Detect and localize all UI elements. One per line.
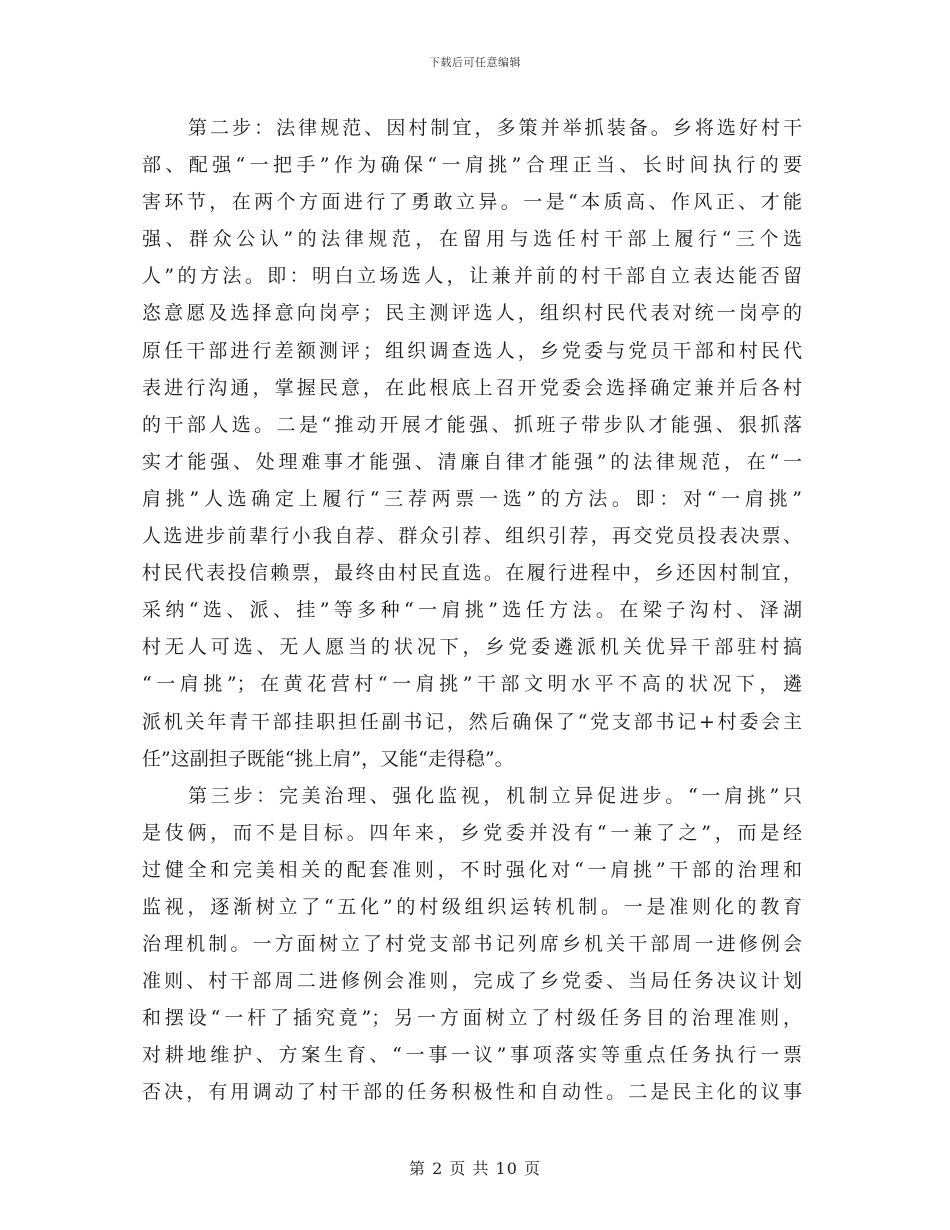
document-body bbox=[142, 110, 802, 1112]
body-line: 的干部人选。二是“推动开展才能强、抓班子带步队才能强、狠抓落 bbox=[142, 413, 802, 436]
body-line: 派机关年青干部挂职担任副书记，然后确保了“党支部书记+村委会主 bbox=[142, 710, 802, 733]
body-line: 人选进步前辈行小我自荐、群众引荐、组织引荐，再交党员投表决票、 bbox=[142, 525, 802, 548]
body-line: 原任干部进行差额测评；组织调查选人，乡党委与党员干部和村民代 bbox=[142, 339, 802, 362]
body-line: 第三步：完美治理、强化监视，机制立异促进步。“一肩挑”只 bbox=[188, 784, 802, 807]
body-line: 村无人可选、无人愿当的状况下，乡党委遴派机关优异干部驻村搞 bbox=[142, 636, 802, 659]
body-line: 准则、村干部周二进修例会准则，完成了乡党委、当局任务决议计划 bbox=[142, 970, 802, 993]
page-header: 下载后可任意编辑 bbox=[429, 56, 521, 69]
body-line: “一肩挑”；在黄花营村“一肩挑”干部文明水平不高的状况下，遴 bbox=[142, 673, 802, 696]
body-line: 表进行沟通，掌握民意，在此根底上召开党委会选择确定兼并后各村 bbox=[142, 376, 802, 399]
body-line: 对耕地维护、方案生育、“一事一议”事项落实等重点任务执行一票 bbox=[142, 1044, 802, 1067]
body-line: 和摆设“一杆了插究竟”；另一方面树立了村级任务目的治理准则， bbox=[142, 1007, 802, 1030]
body-line: 第二步：法律规范、因村制宜，多策并举抓装备。乡将选好村干 bbox=[188, 117, 802, 139]
body-line: 否决，有用调动了村干部的任务积极性和自动性。二是民主化的议事 bbox=[142, 1081, 802, 1104]
body-line: 强、群众公认”的法律规范，在留用与选任村干部上履行“三个选 bbox=[142, 228, 802, 251]
body-line: 监视，逐渐树立了“五化”的村级组织运转机制。一是准则化的教育 bbox=[142, 895, 802, 918]
body-line: 害环节，在两个方面进行了勇敢立异。一是“本质高、作风正、才能 bbox=[142, 191, 802, 214]
body-line: 恣意愿及选择意向岗亭；民主测评选人，组织村民代表对统一岗亭的 bbox=[142, 302, 802, 325]
body-line: 任”这副担子既能“挑上肩”，又能“走得稳”。 bbox=[142, 747, 514, 770]
body-line: 是伎俩，而不是目标。四年来，乡党委并没有“一兼了之”，而是经 bbox=[142, 821, 802, 844]
body-line: 村民代表投信赖票，最终由村民直选。在履行进程中，乡还因村制宜， bbox=[142, 562, 802, 585]
body-line: 过健全和完美相关的配套准则，不时强化对“一肩挑”干部的治理和 bbox=[142, 858, 802, 881]
body-line: 肩挑”人选确定上履行“三荐两票一选”的方法。即：对“一肩挑” bbox=[142, 487, 802, 510]
body-line: 采纳“选、派、挂”等多种“一肩挑”选任方法。在梁子沟村、泽湖 bbox=[142, 599, 802, 622]
page-number-footer: 第 2 页 共 10 页 bbox=[409, 1159, 541, 1178]
body-line: 实才能强、处理难事才能强、清廉自律才能强”的法律规范，在“一 bbox=[142, 450, 802, 473]
body-line: 治理机制。一方面树立了村党支部书记列席乡机关干部周一进修例会 bbox=[142, 933, 802, 956]
body-line: 人”的方法。即：明白立场选人，让兼并前的村干部自立表达能否留 bbox=[142, 265, 802, 288]
body-line: 部、配强“一把手”作为确保“一肩挑”合理正当、长时间执行的要 bbox=[142, 154, 802, 177]
